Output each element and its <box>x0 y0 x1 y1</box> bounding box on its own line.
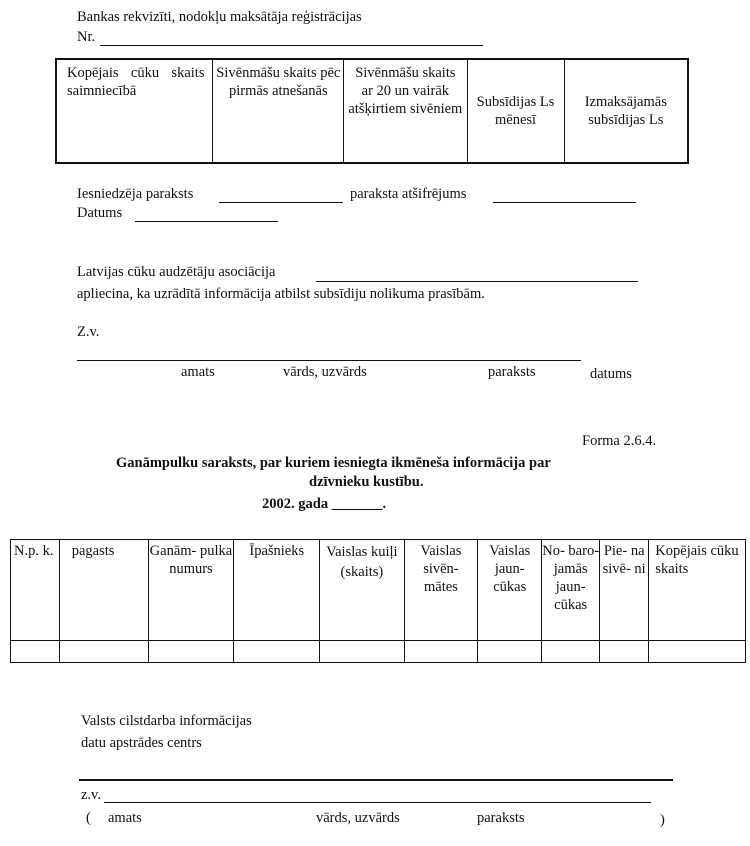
cell-owner[interactable] <box>234 641 320 663</box>
nr-line <box>100 45 483 46</box>
association-line <box>316 281 638 282</box>
header-gilts: Vaislas jaun- cūkas <box>478 540 542 641</box>
name-caption: vārds, uzvārds <box>283 364 367 380</box>
center-label-line1: Valsts cilstdarba informācijas <box>81 713 252 729</box>
date-caption: datums <box>590 366 632 382</box>
header-boars: Vaislas kuiļi (skaits) <box>320 540 404 641</box>
open-paren: ( <box>86 810 91 826</box>
bank-details-label: Bankas rekvizīti, nodokļu maksātāja reģistrācijas <box>77 9 362 25</box>
center-signature-caption: paraksts <box>477 810 525 826</box>
association-signature-line <box>77 360 581 361</box>
header-pagasts: pagasts <box>59 540 148 641</box>
date-line <box>135 221 278 222</box>
center-signature-line <box>104 802 651 803</box>
header-suckling-piglets: Pie- na sivē- ni <box>600 540 649 641</box>
signature-label: Iesniedzēja paraksts <box>77 186 194 202</box>
signature-decode-label: paraksta atšifrējums <box>350 186 467 202</box>
association-label: Latvijas cūku audzētāju asociācija <box>77 264 276 280</box>
cell-total-pigs[interactable] <box>649 641 746 663</box>
center-stamp-label: z.v. <box>81 787 101 803</box>
subsidy-table <box>55 58 689 164</box>
cell-sows[interactable] <box>404 641 478 663</box>
cell-gilts[interactable] <box>478 641 542 663</box>
cell-boars[interactable] <box>320 641 404 663</box>
table-row <box>11 641 746 663</box>
date-label: Datums <box>77 205 123 221</box>
header-sows-first-farrowing: Sivēnmāšu skaits pēc pirmās atnešanās <box>213 59 344 163</box>
cell-herd-number[interactable] <box>148 641 234 663</box>
center-position-caption: amats <box>108 810 142 826</box>
form-year-line: 2002. gada _______. <box>262 496 387 512</box>
center-name-caption: vārds, uzvārds <box>316 810 400 826</box>
herd-list-table <box>10 539 746 663</box>
center-label-line2: datu apstrādes centrs <box>81 735 202 751</box>
header-herd-number: Ganām- pulka numurs <box>148 540 234 641</box>
stamp-label: Z.v. <box>77 324 100 340</box>
form-title-line1: Ganāmpulku saraksts, par kuriem iesniegta ikmēneša informācija par <box>116 455 551 471</box>
header-sows-20-piglets: Sivēnmāšu skaits ar 20 un vairāk atšķirtiem sivēniem <box>344 59 467 163</box>
center-thick-line <box>79 779 673 781</box>
header-total-pigs: Kopējais cūku skaits saimniecībā <box>56 59 213 163</box>
header-fattening-gilts: No- baro- jamās jaun- cūkas <box>542 540 600 641</box>
nr-label: Nr. <box>77 29 96 45</box>
header-subsidy-month: Subsīdijas Ls mēnesī <box>467 59 564 163</box>
cell-suckling-piglets[interactable] <box>600 641 649 663</box>
signature-decode-line <box>493 202 636 203</box>
form-number: Forma 2.6.4. <box>582 433 657 449</box>
cell-fattening-gilts[interactable] <box>542 641 600 663</box>
association-statement: apliecina, ka uzrādītā informācija atbilst subsīdiju nolikuma prasībām. <box>77 286 485 302</box>
form-title-line2: dzīvnieku kustību. <box>309 474 424 490</box>
close-paren: ) <box>660 812 665 828</box>
header-owner: Īpašnieks <box>234 540 320 641</box>
header-payable-subsidy: Izmaksājamās subsīdijas Ls <box>564 59 688 163</box>
header-total-pigs-2: Kopējais cūku skaits <box>649 540 746 641</box>
signature-line <box>219 202 343 203</box>
header-np: N.p. k. <box>11 540 60 641</box>
position-caption: amats <box>181 364 215 380</box>
signature-caption: paraksts <box>488 364 536 380</box>
cell-pagasts[interactable] <box>59 641 148 663</box>
cell-np[interactable] <box>11 641 60 663</box>
header-sows: Vaislas sivēn- mātes <box>404 540 478 641</box>
